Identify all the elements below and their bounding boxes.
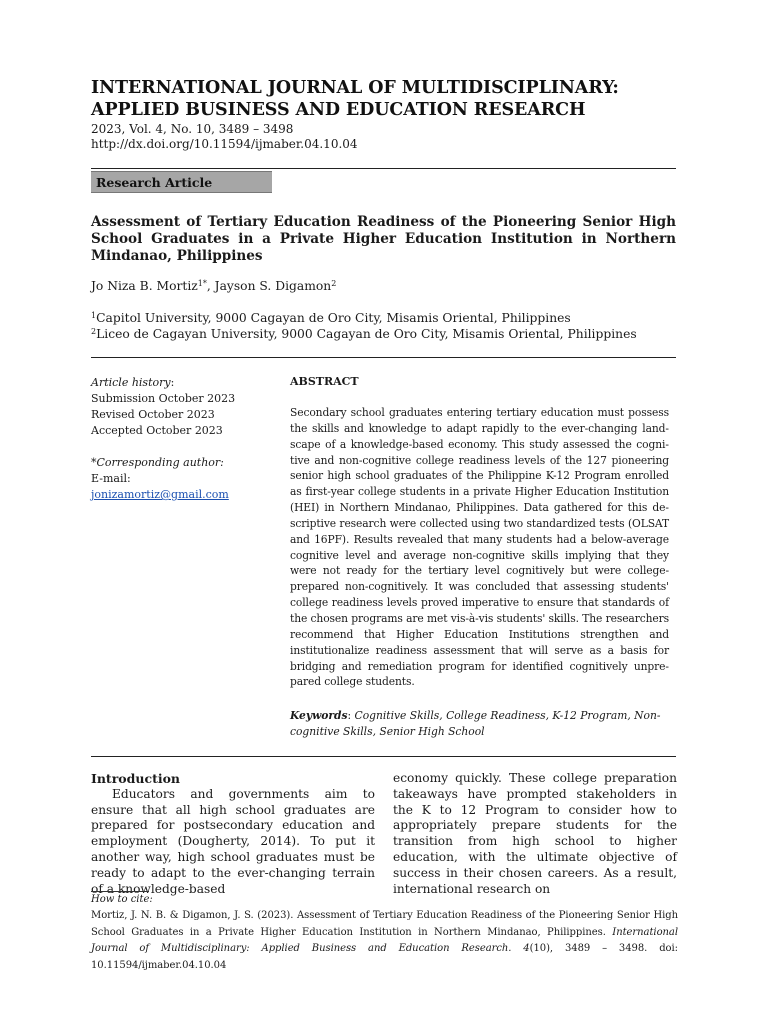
email-link[interactable]: jonizamortiz@gmail.com — [91, 488, 229, 501]
intro-text-2: economy quickly. These college preparation takeaways have prompted stakeholders in the K to 12 Program to consider how to appropriately prepare students for the transition from high school to higher education, with the ultimate objective of success in their chosen careers. As a result, international research on — [393, 771, 677, 896]
intro-column-1 — [91, 771, 375, 897]
journal-volume: 2023, Vol. 4, No. 10, 3489 – 3498 — [91, 122, 294, 136]
keywords-label: Keywords — [290, 709, 348, 722]
accepted-date: Accepted October 2023 — [91, 424, 223, 437]
affiliation-2-text: Liceo de Cagayan University, 9000 Cagayan de Oro City, Misamis Oriental, Philippines — [96, 327, 637, 341]
journal-title: INTERNATIONAL JOURNAL OF MULTIDISCIPLINARY: APPLIED BUSINESS AND EDUCATION RESEARCH — [91, 78, 619, 120]
abstract-heading: ABSTRACT — [290, 375, 359, 388]
citation-plain: Mortiz, J. N. B. & Digamon, J. S. (2023). Assessment of Tertiary Education Readiness of the Pioneering Senior High School Graduates in a Private Higher Education Institution in Northern Mindanao, Philippines. — [91, 910, 678, 938]
author-separator: , — [206, 279, 215, 293]
affiliation-2 — [91, 326, 637, 342]
header-rule — [91, 168, 676, 169]
intro-heading: Introduction — [91, 771, 181, 786]
author-2: Jayson S. Digamon — [214, 279, 332, 293]
keywords: Keywords: Cognitive Skills, College Readiness, K-12 Program, Non-cognitive Skills, Senior High School — [290, 709, 661, 738]
affiliation-1-mark: 1 — [91, 311, 97, 320]
corresponding-author-label: *Corresponding author: — [91, 456, 224, 469]
journal-doi-link[interactable]: http://dx.doi.org/10.11594/ijmaber.04.10.04 — [91, 137, 358, 151]
intro-column-2 — [393, 771, 677, 897]
affiliation-1-text: Capitol University, 9000 Cagayan de Oro City, Misamis Oriental, Philippines — [96, 311, 571, 325]
how-to-cite-label: How to cite: — [91, 894, 153, 905]
history-label: Article history — [91, 376, 171, 389]
abstract-text: Secondary school graduates entering tertiary education must possess the skills and knowledge to adapt rapidly to the ever-changing landscape of a knowledge-based economy. This study assessed the cognitive and non-cognitive college readiness levels of the 127 pioneering senior high school graduates of the Philippine K-12 Program enrolled as first-year college students in a private Higher Education Institution (HEI) in Northern Mindanao, Philippines. Data gathered for this descriptive research were collected using two standardized tests (OLSAT and 16PF). Results revealed that many students had a below-average cognitive level and average non-cognitive skills implying that they were not ready for the tertiary level cognitively but were college-prepared non-cognitively. It was concluded that assessing students' college readiness levels proved imperative to ensure that standards of the chosen programs are met vis-à-vis students' skills. The researchers recommend that Higher Education Institutions strengthen and institutionalize readiness assessment that will serve as a basis for bridging and remediation program for identified cognitively unprepared college students. — [290, 406, 669, 689]
citation-issue: (10), 3489 – 3498. doi: 10.11594/ijmaber.04.10.04 — [91, 943, 678, 971]
section-rule — [91, 357, 676, 358]
intro-text-1: Educators and governments aim to ensure that all high school graduates are prepared for postsecondary education and employment (Dougherty, 2014). To put it another way, high school graduates must be ready to adapt to the ever-changing terrain of a knowledge-based — [91, 786, 375, 896]
keywords-value: Cognitive Skills, College Readiness, K-12 Program, Non-cognitive Skills, Senior High School — [290, 709, 661, 738]
abstract-rule — [91, 756, 676, 757]
author-line — [91, 279, 336, 294]
revised-date: Revised October 2023 — [91, 408, 215, 421]
citation-text — [91, 908, 678, 974]
author-1-mark: 1* — [197, 279, 207, 288]
article-history: Article history: Submission October 2023 Revised October 2023 Accepted October 2023 *Corresponding author: E-mail: jonizamortiz@gmail.com — [91, 375, 276, 503]
footnote-rule — [91, 891, 149, 892]
citation-journal: International Journal of Multidisciplinary: Applied Business and Education Research. 4 — [91, 926, 678, 954]
article-type-badge: Research Article — [91, 171, 272, 193]
author-2-mark: 2 — [331, 279, 337, 288]
affiliation-2-mark: 2 — [91, 327, 97, 336]
paper-title: Assessment of Tertiary Education Readiness of the Pioneering Senior High School Graduates in a Private Higher Education Institution in Northern Mindanao, Philippines — [91, 214, 676, 264]
author-1: Jo Niza B. Mortiz — [91, 279, 198, 293]
affiliation-1 — [91, 310, 571, 326]
email-label: E-mail: — [91, 472, 131, 485]
submission-date: Submission October 2023 — [91, 392, 236, 405]
